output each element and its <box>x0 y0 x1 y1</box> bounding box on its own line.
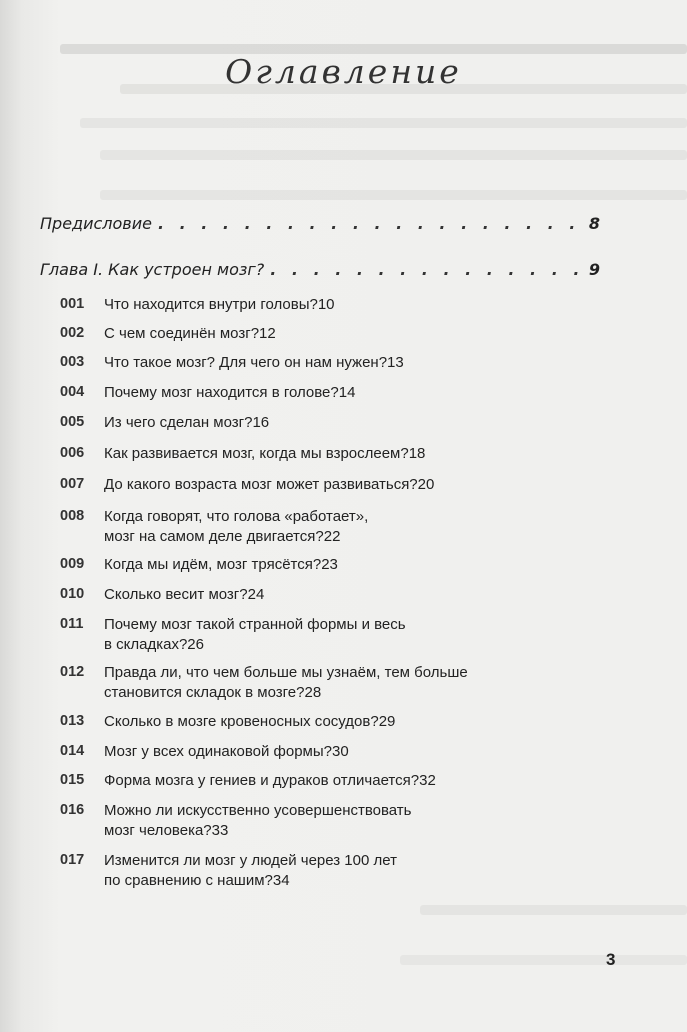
toc-entry-number: 008 <box>60 508 85 524</box>
toc-entry-page: 16 <box>252 414 270 431</box>
toc-entry-title: Форма мозга у гениев и дураков отличается? <box>104 772 420 789</box>
toc-entry-title: Сколько в мозге кровеносных сосудов? <box>104 713 379 730</box>
toc-entry-title: Что такое мозг? Для чего он нам нужен? <box>104 354 388 371</box>
toc-entry-page: 28 <box>304 684 322 701</box>
toc-entry-title-line1: Правда ли, что чем больше мы узнаём, тем больше <box>104 664 468 681</box>
toc-entry-page: 26 <box>187 636 204 653</box>
toc-entry-title-line1: Почему мозг такой странной формы и весь <box>104 616 406 633</box>
toc-entry-title-line <box>104 713 600 730</box>
toc-entry-number: 017 <box>60 852 85 868</box>
toc-entry-title-line1: Изменится ли мозг у людей через 100 лет <box>104 852 397 869</box>
toc-entry-page: 23 <box>321 556 338 573</box>
toc-preface[interactable] <box>40 214 600 233</box>
toc-entry-title-line <box>104 528 600 545</box>
toc-entry-title: Когда мы идём, мозг трясётся? <box>104 556 322 573</box>
toc-entry-page: 22 <box>323 528 341 545</box>
toc-entry-number: 012 <box>60 664 85 680</box>
toc-preface-label: Предисловие <box>40 214 152 233</box>
toc-entry-number: 006 <box>60 445 85 461</box>
toc-entry-text <box>104 802 600 839</box>
toc-entry-text <box>104 556 600 573</box>
toc-entry-title: по сравнению с нашим? <box>104 872 273 889</box>
toc-entry-text <box>104 325 600 342</box>
bleed-through-line <box>100 190 687 200</box>
toc-entry-title-line <box>104 872 600 889</box>
toc-entry-page: 13 <box>387 354 404 371</box>
toc-entry-title-line <box>104 636 600 653</box>
toc-preface-page: 8 <box>588 214 600 233</box>
toc-entry-title-line <box>104 476 600 493</box>
toc-entry-title-line <box>104 414 600 431</box>
toc-entry-title: в складках? <box>104 636 188 653</box>
toc-entry-title: Из чего сделан мозг? <box>104 414 253 431</box>
toc-entry-title-line <box>104 556 600 573</box>
leader-dots <box>158 214 583 233</box>
toc-chapter-label: Глава I. Как устроен мозг? <box>40 260 265 279</box>
toc-entry-text <box>104 508 600 545</box>
toc-entry-number: 016 <box>60 802 85 818</box>
toc-entry-number: 001 <box>60 296 85 312</box>
toc-entry-title-line <box>104 325 600 342</box>
toc-entry-text <box>104 664 600 701</box>
page-number: 3 <box>606 950 616 969</box>
toc-entry-text <box>104 414 600 431</box>
toc-entry-title-line <box>104 586 600 603</box>
toc-entry-number: 003 <box>60 354 85 370</box>
toc-entry-page: 34 <box>272 872 290 889</box>
toc-entry-title: мозг на самом деле двигается? <box>104 528 324 545</box>
toc-entry-title: До какого возраста мозг может развиваться? <box>104 476 418 493</box>
toc-entry-title: Мозг у всех одинаковой формы? <box>104 743 332 760</box>
toc-entry-page: 30 <box>332 743 349 760</box>
toc-entry-title-line <box>104 684 600 701</box>
toc-entry-text <box>104 384 600 401</box>
toc-entry-title: Почему мозг находится в голове? <box>104 384 339 401</box>
toc-entry-number: 011 <box>60 616 84 632</box>
toc-entry-number: 015 <box>60 772 85 788</box>
toc-entry-page: 24 <box>247 586 265 603</box>
toc-entry-text <box>104 296 600 313</box>
toc-entry-title: С чем соединён мозг? <box>104 325 260 342</box>
toc-entry-text <box>104 476 600 493</box>
toc-entry-number: 010 <box>60 586 85 602</box>
toc-entry-title: Что находится внутри головы? <box>104 296 318 313</box>
toc-entry-title-line <box>104 445 600 462</box>
toc-entry-title: Сколько весит мозг? <box>104 586 248 603</box>
toc-entry-title: становится складок в мозге? <box>104 684 305 701</box>
toc-entry-number: 004 <box>60 384 85 400</box>
toc-entry-number: 009 <box>60 556 85 572</box>
toc-entry-title-line <box>104 296 600 313</box>
toc-entry-title-line <box>104 772 600 789</box>
bleed-through-line <box>100 150 687 160</box>
bleed-through-line <box>80 118 687 128</box>
toc-entry-title-line1: Можно ли искусственно усовершенствовать <box>104 802 412 819</box>
bleed-through-line <box>400 955 687 965</box>
toc-entry-title: Как развивается мозг, когда мы взрослеем? <box>104 445 409 462</box>
toc-entry-number: 007 <box>60 476 85 492</box>
bleed-through-line <box>420 905 687 915</box>
toc-entry-title-line <box>104 822 600 839</box>
toc-entry-page: 29 <box>378 713 396 730</box>
toc-entry-title: мозг человека? <box>104 822 212 839</box>
toc-entry-page: 14 <box>338 384 356 401</box>
toc-entry-title-line1: Когда говорят, что голова «работает», <box>104 508 369 525</box>
toc-entry-number: 005 <box>60 414 85 430</box>
toc-entry-number: 013 <box>60 713 85 729</box>
toc-entry-text <box>104 445 600 462</box>
toc-entry-page: 32 <box>419 772 436 789</box>
toc-entry-text <box>104 586 600 603</box>
toc-entry-text <box>104 354 600 371</box>
toc-entry-page: 12 <box>259 325 276 342</box>
toc-chapter-page: 9 <box>588 260 600 279</box>
leader-dots <box>270 260 583 279</box>
toc-chapter[interactable] <box>40 260 600 279</box>
toc-entry-text <box>104 743 600 760</box>
toc-entry-number: 002 <box>60 325 85 341</box>
toc-entry-title-line <box>104 743 600 760</box>
toc-entry-title-line <box>104 354 600 371</box>
toc-entry-page: 20 <box>417 476 435 493</box>
toc-entry-title-line <box>104 384 600 401</box>
page-title: Оглавление <box>225 52 462 91</box>
toc-entry-page: 10 <box>317 296 335 313</box>
toc-entry-text <box>104 616 600 653</box>
toc-entry-text <box>104 713 600 730</box>
toc-entry-number: 014 <box>60 743 85 759</box>
toc-entry-page: 33 <box>211 822 229 839</box>
toc-entry-text <box>104 852 600 889</box>
toc-entry-text <box>104 772 600 789</box>
toc-entry-page: 18 <box>408 445 426 462</box>
